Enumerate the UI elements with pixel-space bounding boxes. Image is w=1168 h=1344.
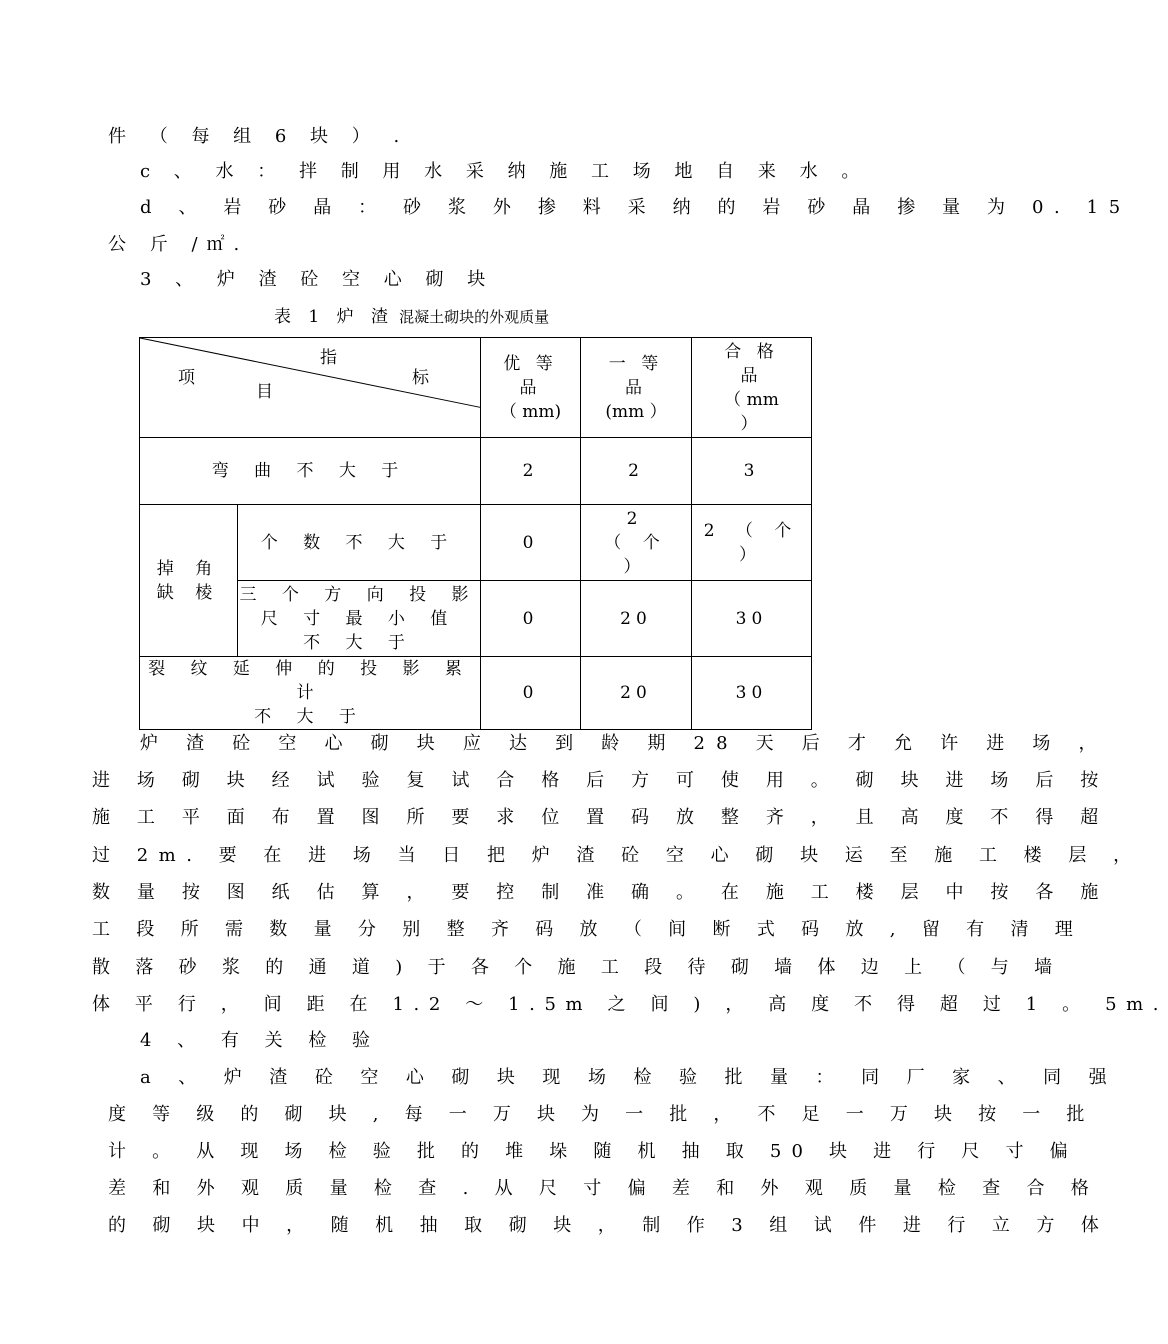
cell-value: 2 （ 个 ） [692,505,812,581]
paragraph-line: 数 量 按 图 纸 估 算 ， 要 控 制 准 确 。 在 施 工 楼 层 中 按 各 施 [92,882,1109,903]
group-label-line: 缺 棱 [156,582,221,603]
cell-text: 裂 纹 延 伸 的 投 影 累 计 [148,659,472,703]
cell-text: 不 大 于 [303,632,415,653]
quality-table [139,337,812,730]
cell-value: 2 [581,438,692,505]
row-label-crack [140,657,481,730]
paragraph-line: 的 砌 块 中 ， 随 机 抽 取 砌 块 ， 制 作 3 组 试 件 进 行 立 方 体 [108,1215,1110,1236]
paragraph-line: 过 2m. 要 在 进 场 当 日 把 炉 渣 砼 空 心 砌 块 运 至 施 工 楼 层 ， [92,845,1142,866]
header-indicator-right: 标 [412,368,429,388]
header-item-left: 项 [178,368,195,388]
paragraph-line: d 、 岩 砂 晶 ： 砂 浆 外 掺 料 采 纳 的 岩 砂 晶 掺 量 为 0. 15 [140,197,1131,218]
cell-text: 2 [626,508,646,529]
cell-value: 20 [581,581,692,657]
row-group-corner [140,505,238,657]
cell-value: 0 [481,657,581,730]
paragraph-line: 件 （ 每 组 6 块 ） . [108,126,409,147]
paragraph-line: 工 段 所 需 数 量 分 别 整 齐 码 放 （ 间 断 式 码 放 , 留 有 清 理 [92,919,1084,940]
header-item-bottom: 目 [256,382,273,402]
paragraph-line: 差 和 外 观 质 量 检 查 . 从 尺 寸 偏 差 和 外 观 质 量 检 查 合 格 [108,1178,1100,1199]
header-text: 品 [740,365,763,386]
section-heading: 4 、 有 关 检 验 [140,1030,381,1051]
cell-value: 0 [481,581,581,657]
group-label-line: 掉 角 [156,558,221,579]
table-row [140,505,812,581]
section-heading: 3 、 炉 渣 砼 空 心 砌 块 [140,269,495,290]
header-text: 优 等 [503,353,558,374]
paragraph-line: 散 落 砂 浆 的 通 道 ) 于 各 个 施 工 段 待 砌 墙 体 边 上 （ 与 墙 [92,957,1062,978]
cell-value: 20 [581,657,692,730]
row-label-bend: 弯 曲 不 大 于 [140,438,481,505]
cell-text: 三 个 方 向 投 影 [239,584,479,605]
header-text: 品 [519,377,542,398]
row-label-projection [238,581,481,657]
paragraph-line: 体 平 行 ， 间 距 在 1.2 ～ 1.5m 之 间 ) ， 高 度 不 得 超 过 1 。 5m. [92,994,1168,1015]
header-grade-premium [481,338,581,438]
header-text: （ mm [724,389,779,410]
paragraph-line: 公 斤 /㎡. [108,234,249,255]
diagonal-header-cell [140,338,481,438]
paragraph-line: 炉 渣 砼 空 心 砌 块 应 达 到 龄 期 28 天 后 才 允 许 进 场 ， [140,733,1108,754]
table-row [140,581,812,657]
paragraph-line: 度 等 级 的 砌 块 , 每 一 万 块 为 一 批 ， 不 足 一 万 块 按 一 批 [108,1104,1095,1125]
table-header-row [140,338,812,438]
header-text: 一 等 [608,353,664,374]
row-label-count: 个 数 不 大 于 [238,505,481,581]
table-row [140,438,812,505]
cell-value: 3 [692,438,812,505]
header-grade-first [581,338,692,438]
cell-text: 不 大 于 [254,707,366,727]
header-text: （ mm) [499,401,562,422]
paragraph-line: c 、 水 ： 拌 制 用 水 采 纳 施 工 场 地 自 来 水 。 [140,161,869,182]
table-caption-number: 表 1 炉 渣 [274,307,395,327]
header-grade-qualified [692,338,812,438]
cell-text: （ 个 [604,532,668,553]
cell-text: ） [623,556,649,577]
paragraph-line: 计 。 从 现 场 检 验 批 的 堆 垛 随 机 抽 取 50 块 进 行 尺 寸 偏 [108,1141,1078,1162]
header-text: (mm ） [605,401,667,422]
header-text: 品 [625,377,647,398]
header-text: ） [740,413,763,434]
header-text: 合 格 [724,341,779,362]
table-caption-title: 混凝土砌块的外观质量 [399,308,550,326]
table-caption [274,302,549,327]
paragraph-line: 施 工 平 面 布 置 图 所 要 求 位 置 码 放 整 齐 ， 且 高 度 不 得 超 [92,807,1109,828]
cell-value: 2 [481,438,581,505]
cell-text: 尺 寸 最 小 值 [260,608,458,629]
paragraph-line: a 、 炉 渣 砼 空 心 砌 块 现 场 检 验 批 量 ： 同 厂 家 、 同 强 [140,1067,1118,1088]
cell-value [581,505,692,581]
header-indicator-top: 指 [320,348,337,368]
cell-value: 30 [692,657,812,730]
cell-value: 0 [481,505,581,581]
cell-value: 30 [692,581,812,657]
table-row [140,657,812,730]
paragraph-line: 进 场 砌 块 经 试 验 复 试 合 格 后 方 可 使 用 。 砌 块 进 场 后 按 [92,770,1109,791]
